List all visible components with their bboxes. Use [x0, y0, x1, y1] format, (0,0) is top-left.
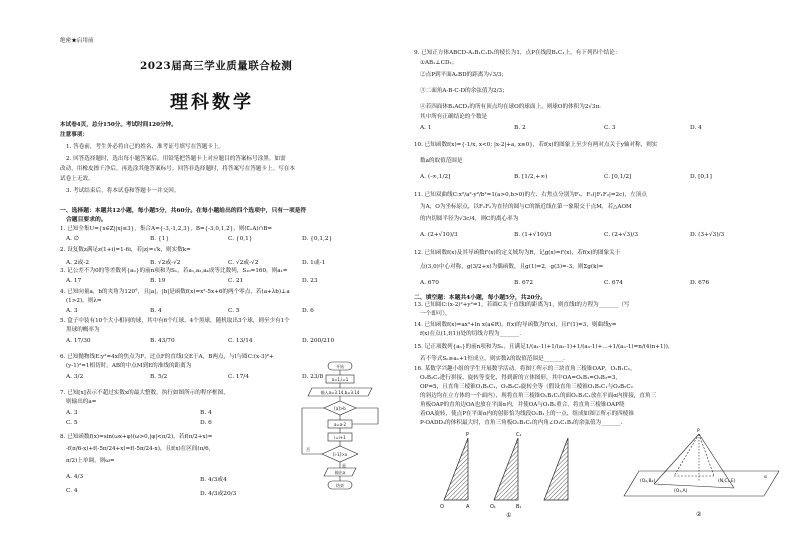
- section1-title-b: 合题目要求的。: [66, 217, 107, 223]
- question-13b: 一个即可）。: [420, 311, 451, 317]
- q11-option-a: A. (2+√10)/3: [420, 232, 458, 238]
- q12-option-d: D. 676: [690, 280, 710, 286]
- section1-title-a: 一、选择题：本题共12小题，每小题5分，共60分。在每小题给出的四个选项中，只有一项是符: [60, 208, 307, 214]
- q5-option-a: A. 17/30: [66, 338, 91, 344]
- question-11b: 为A，O为坐标原点，以F₁F₂为直径的圆与C的渐近线在第一象限交于点M，若△AOM: [420, 204, 632, 210]
- notice-3: 3. 考试结束后，将本试卷和答题卡一并交回。: [66, 188, 180, 194]
- question-5a: 5. 盒子中装有10个大小相同的球，其中有6个红球，4个黑球，随机取出3个球，则至少有1个: [60, 318, 290, 324]
- q10-option-c: C. [0,1/2]: [604, 174, 632, 180]
- q8-option-b: B. 4/3或4: [200, 477, 227, 483]
- question-16d: 的斜边均在立方体的一个面内），现将直角三棱锥O₁B₁C₁的面O₁B₁C₁放在平面α内拼接，直角三: [420, 393, 657, 399]
- q12-option-c: C. 674: [604, 280, 623, 286]
- question-4b: (1>2)，则λ=: [66, 298, 102, 304]
- triangle-plate-2: [494, 438, 518, 500]
- flow-step1-text: a=a·2: [333, 422, 347, 427]
- figure-2-label: ②: [696, 511, 702, 518]
- question-5b: 黑球的概率为: [66, 327, 100, 333]
- question-10b: 数a的取值范围是: [420, 158, 463, 164]
- q11-option-c: C. (2+√3)/3: [604, 232, 639, 238]
- notice-title: 注意事项：: [60, 132, 88, 138]
- q8-option-d: D. 4/3或20/3: [200, 491, 237, 497]
- flowchart: [290, 360, 390, 508]
- question-16f: 着OA旋转，使点P在平面α内的射影恰为线段O₁B₁上的一点，组成如图②所示的四棱锥: [420, 411, 634, 417]
- question-8b: -f(π/6-x)+f(-5π/24+x)=f(-5π/24-x)，且f(x)在区间(π/6,: [66, 446, 211, 452]
- q2-option-b: B. √2或-√2: [150, 260, 181, 266]
- q7-option-a: A. 3: [66, 410, 78, 416]
- q9-statement-5: 其中所有正确结论的个数是: [420, 114, 488, 120]
- q7-option-d: D. 6: [200, 420, 212, 426]
- question-15b: 若不等式Sₙ≥aₙ+1恒成立，则实数λ的取值范围是_______.: [420, 356, 565, 362]
- q1-option-c: C. {0,1}: [228, 236, 253, 242]
- q11-option-d: D. (3+√3)/3: [690, 232, 725, 238]
- question-4a: 4. 已知向量a，b的夹角为120°，且|a|，|b|是函数f(x)=x²-5x+6的两个零点，若(a+λb)⊥a: [60, 289, 290, 295]
- q9-option-b: B. 2: [514, 125, 526, 131]
- question-16e: 角板OAP的直角边OA也放在平面α内，并使OA与O₁B₁重合，将直角三棱锥OAP绕: [420, 402, 625, 408]
- q7-option-c: C. 5: [66, 420, 78, 426]
- q5-option-d: D. 200/210: [302, 338, 335, 344]
- q12-option-a: A. 670: [420, 280, 439, 286]
- label-o2b2: (O₂,B₂): [640, 479, 656, 484]
- label-b1: B₁: [516, 504, 522, 510]
- flow-input-text: 输入a=3.14,b=3.14: [320, 390, 360, 395]
- q10-option-a: A. (-∞,1/2]: [420, 174, 451, 180]
- right-column: [404, 0, 794, 547]
- q4-option-a: A. 3: [66, 308, 78, 314]
- subject-title: 理科数学: [170, 92, 254, 113]
- question-16g: P-OADD₁的体积最大时，直角三角板O₁B₁C₁的内角∠O₁C₁B₁的余弦值为_______.: [420, 420, 623, 426]
- label-nc1e: (N,C₁,E): [718, 479, 736, 484]
- question-6b: (y-1)²=1相切时，AB的中点M到E的准线的距离为: [66, 363, 192, 369]
- question-14a: 14. 已知函数f(x)=ax²+ln x(a∈R)，f(x)的导函数为f'(x)，且f'(1)=3，则曲线y=: [414, 322, 617, 328]
- question-6a: 6. 已知抛物线E:y²=4x的焦点为F，过点F的直线l交E于A，B两点，与l与圆C:(x-3)²+: [60, 354, 274, 360]
- figure-1-label: ①: [506, 512, 512, 518]
- q12-option-b: B. 672: [514, 280, 534, 286]
- q9-option-a: A. 1: [420, 125, 432, 131]
- question-10a: 10. 已知函数f(x)={-1/x, x<0; |x-2|+a, x≥0}，若f(x)的图象上至少有两对点关于y轴对称，则实: [414, 142, 658, 148]
- q11-option-b: B. (1+√10)/3: [514, 232, 552, 238]
- q6-option-c: C. 17/4: [228, 374, 249, 380]
- q2-option-a: A. 2或-2: [66, 260, 90, 266]
- triangle-plate-1: [444, 438, 468, 500]
- q3-option-d: D. 23: [302, 278, 318, 284]
- notice-2a: 2. 回答选择题时，选出每小题答案后，用铅笔把答题卡上对应题目的答案标号涂黑。如需: [66, 156, 286, 162]
- label-o: O: [440, 504, 444, 510]
- notice-2b: 改动，用橡皮擦干净后，再选涂其他答案标号。回答非选择题时，将答案写在答题卡上。写在本: [60, 166, 295, 172]
- q7-option-b: B. 4: [200, 410, 212, 416]
- question-7a: 7. 已知[x]表示不超过实数x的最大整数，执行如图所示的程序框图，: [60, 390, 229, 396]
- question-8a: 8. 已知函数f(x)=sin(ωx+φ)(ω>0,|φ|<π/2)，若f(π/2+x)=: [60, 434, 213, 440]
- q2-option-c: C. √2或-√2: [228, 260, 259, 266]
- q6-option-a: A. 3/2: [66, 374, 84, 380]
- q9-option-d: D. 4: [690, 125, 702, 131]
- flow-output-text: 输出a: [334, 470, 346, 475]
- question-11c: 的内切圆半径为√3c/4，则C的离心率为: [420, 216, 519, 222]
- q9-statement-3: ③二面角A-B-C-D的余弦值为2/3；: [420, 88, 508, 94]
- flow-no-label: 否: [306, 447, 310, 452]
- exam-info: 本试卷4页，总分150分。考试时间120分钟。: [60, 122, 177, 128]
- question-9a: 9. 已知正方体ABCD-A₁B₁C₁D₁的棱长为1，点P在线段B₁C₁上，有下列四个结论：: [414, 50, 621, 56]
- question-12a: 12. 已知函数f(x)及其导函数f'(x)的定义域均为R，记g(x)=f'(x)，若f(x)的图象关于: [414, 250, 621, 256]
- question-14b: f(x)在点(1,f(1))处的切线方程为_______.: [420, 331, 521, 337]
- question-15a: 15. 记正项数列{aₙ}的前n项和为Sₙ，且满足1/(a₁-1)+1/(a₂-1)+1/(a₃-1)+…+1/(aₙ-1)=n/(4(n+1))，: [414, 344, 674, 350]
- question-2: 2. 设复数z满足z(1+i)=1-6i，若|z|=√k，则实数k=: [60, 247, 191, 253]
- question-7b: 则输出的a=: [66, 399, 97, 405]
- question-3: 3. 记公差不为0的等差数列{aₙ}的前n项和为Sₙ，若a₁,a₃,a₄成等比数列，S₁₀=160，则a₁=: [60, 268, 288, 274]
- question-1: 1. 已知全集U={x∈Z||x|≤3}，集合A={-3,-1,2,3}，B={-3,0,1,2}，则(∁ᵤA)∩B=: [60, 226, 273, 232]
- q9-statement-2: ②点P到平面A₁BD的距离为√3/3；: [420, 72, 508, 78]
- q3-option-a: A. 17: [66, 278, 82, 284]
- flow-yes-label: 是: [342, 463, 346, 468]
- flow-start-text: 开始: [336, 364, 344, 369]
- question-8c: π/2)上单调，则ω=: [66, 458, 115, 464]
- question-16b: O₂B₂C₂进行拼接、旋转等变化，得到新的立体图形，其中OA=O₁B₁=O₂B₂=3，: [420, 375, 621, 381]
- figure-2-pyramid: [614, 426, 784, 520]
- q9-statement-1: ①AB₁⊥CD₁；: [420, 60, 458, 66]
- flow-cond2-text: [i-1]>a: [332, 452, 348, 457]
- question-12b: 点(3,0)中心对称，g(3/2+x)为偶函数，且g(1)=2，g(3)=-3，则Σg(k)=: [420, 264, 604, 270]
- flow-cond1-text: [a]>b: [334, 406, 346, 411]
- question-13a: 13. 已知圆C:(x-2)²+y²=1，若圆C关于直线l的距离为1，则直线l的方程为_______（写: [414, 302, 630, 308]
- q4-option-c: C. 5: [228, 308, 240, 314]
- q10-option-d: D. [0,1]: [690, 174, 712, 180]
- q9-option-c: C. 3: [604, 125, 616, 131]
- label-alpha: α: [764, 475, 767, 480]
- q10-option-b: B. [1/2,+∞): [514, 174, 548, 180]
- q1-option-a: A. ∅: [66, 236, 79, 242]
- question-16c: OP=5，且直角三棱锥O₁B₁C₁，O₂B₂C₂旋转全等（假设直角三棱锥O₁B₁C₁与O₂B₂C₂: [420, 384, 633, 390]
- figure-1-triangles: [434, 428, 594, 518]
- q6-option-d: D. 23/8: [302, 374, 324, 380]
- q5-option-c: C. 13/14: [228, 338, 253, 344]
- notice-2c: 试卷上无效。: [60, 176, 94, 182]
- q5-option-b: B. 43/70: [150, 338, 175, 344]
- label-o1a: (O₁,A): [674, 489, 688, 494]
- q4-option-d: D. 6: [302, 308, 314, 314]
- q8-option-a: A. 4/3: [66, 474, 84, 480]
- q8-option-c: C. 4: [66, 488, 78, 494]
- secret-label: 绝密★启用前: [60, 38, 94, 44]
- q3-option-b: B. 19: [150, 278, 166, 284]
- flow-step2-text: i=i+1: [334, 435, 346, 440]
- q6-option-b: B. 5/2: [150, 374, 168, 380]
- q3-option-c: C. 21: [228, 278, 244, 284]
- q1-option-b: B. {1}: [150, 236, 170, 242]
- notice-1: 1. 答卷前，考生务必将自己的姓名、准考证号填写在答题卡上。: [66, 144, 225, 150]
- q2-option-d: D. 1或-1: [302, 260, 326, 266]
- label-p-2: P: [697, 429, 700, 434]
- label-a: A: [466, 504, 470, 510]
- q4-option-b: B. 4: [150, 308, 162, 314]
- section2-title: 二、填空题：本题共4小题，每小题5分，共20分。: [414, 295, 547, 301]
- flow-init-text: a=1,i=1: [331, 377, 349, 382]
- label-c1: C₁: [516, 432, 522, 438]
- flow-end-text: 结束: [336, 483, 344, 488]
- q9-statement-4: ④若四面体B₁ACD₁的所有顶点均在球O的球面上，则球O的体积为2√3π.: [420, 104, 601, 110]
- label-p: P: [466, 432, 470, 438]
- q1-option-d: D. {0,1,2}: [302, 236, 333, 242]
- exam-title: 2023届高三学业质量联合检测: [140, 60, 293, 72]
- question-11a: 11. 已知双曲线C:x²/a²-y²/b²=1(a>0,b>0)的左、右焦点分别为F₁，F₂(|F₁F₂|=2c)，左顶点: [414, 192, 647, 198]
- question-16a: 16. 某数学兴趣小组的学生开展数学活动，将图①所示的三块直角三棱锥OAP，O₁B₁C₁，: [414, 366, 636, 372]
- triangle-plate-3: [544, 438, 568, 500]
- label-o1: O₁: [490, 504, 496, 510]
